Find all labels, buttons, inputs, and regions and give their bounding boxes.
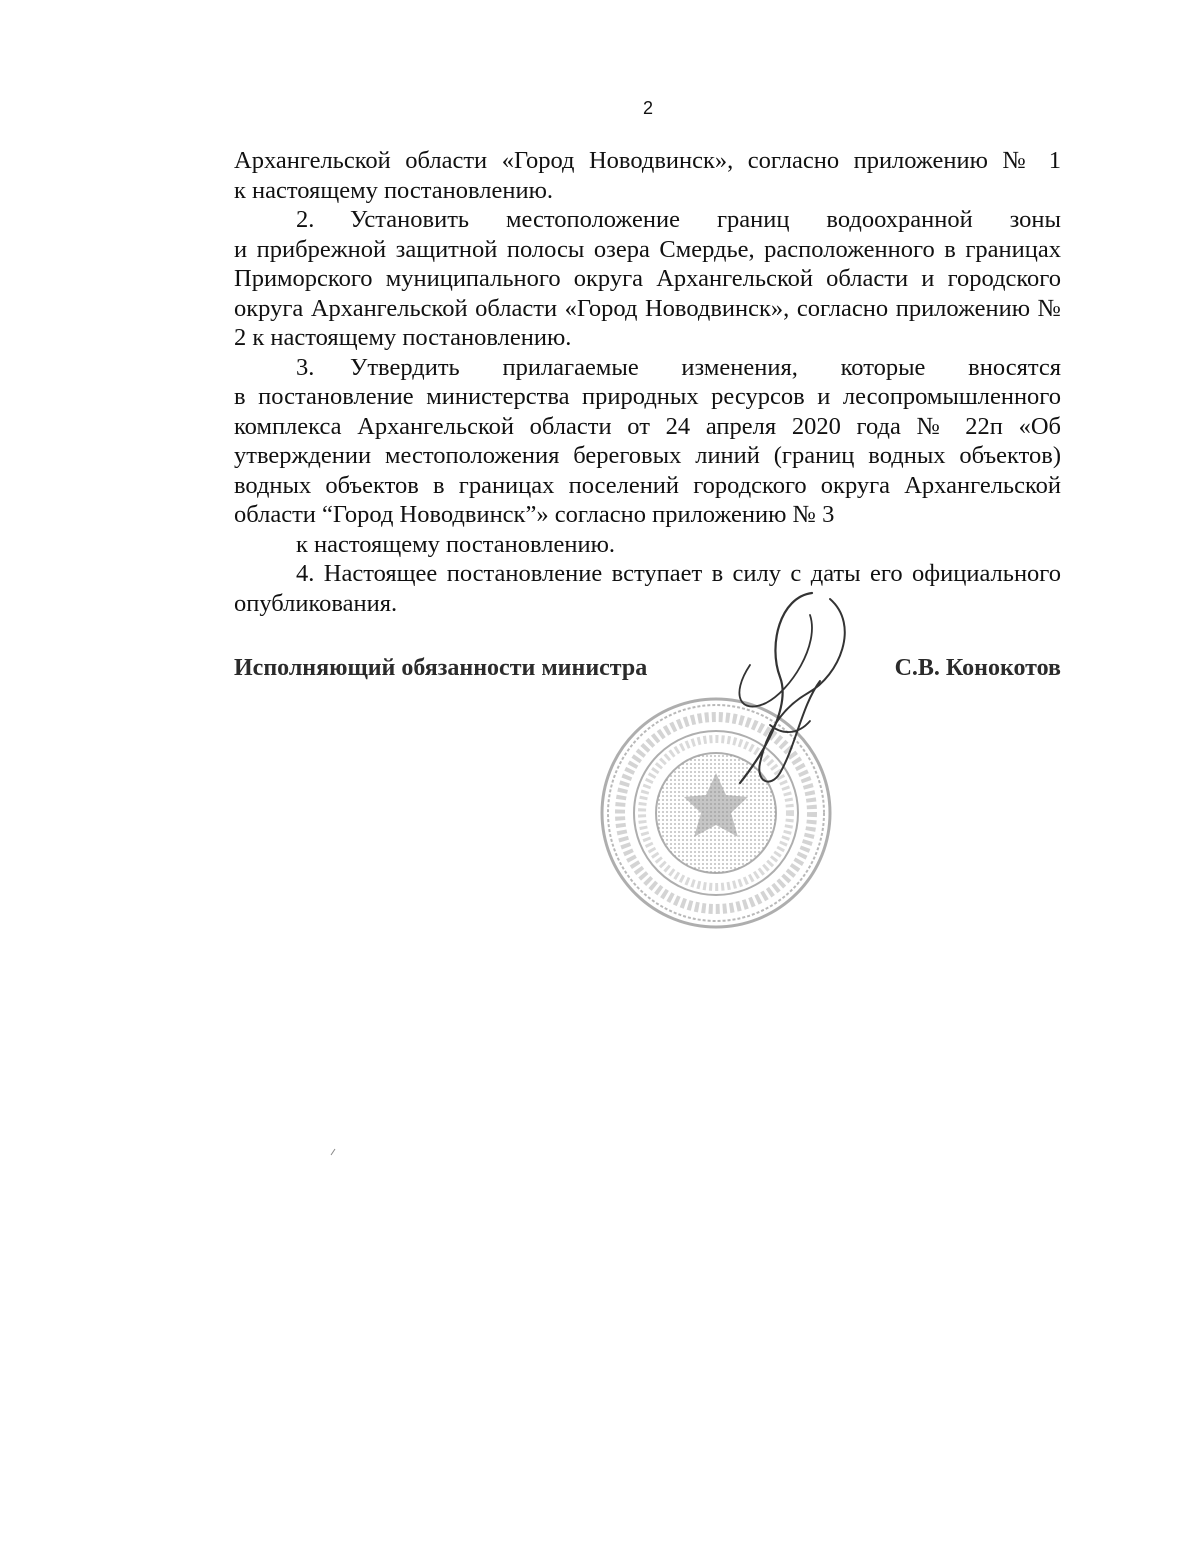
document-body xyxy=(234,146,1061,618)
paragraph-2 xyxy=(234,205,1061,353)
paragraph-3-number: 3. xyxy=(296,353,315,381)
paragraph-continuation-line2: к настоящему постановлению. xyxy=(234,176,554,204)
signatory-title: Исполняющий обязанности министра xyxy=(234,655,648,681)
page-number: 2 xyxy=(642,98,653,118)
handwritten-signature xyxy=(710,585,870,795)
paragraph-2-number: 2. xyxy=(296,206,315,233)
paragraph-3-first-line xyxy=(234,353,1061,383)
paragraph-continuation xyxy=(234,146,1061,205)
scan-artifact-mark xyxy=(330,1148,336,1156)
paragraph-3-last-line: к настоящему постановлению. xyxy=(296,530,616,558)
paragraph-2-text: и прибрежной защитной полосы озера Смердье, расположенного в границах Приморского муниципального округа Архангельской области и городского округа Архангельской области «Город Новодвинск», согласно приложению № 2 к настоящему постановлению. xyxy=(234,235,1061,351)
paragraph-2-first-line-text: Установить местоположение границ водоохранной зоны xyxy=(350,206,1061,233)
paragraph-continuation-line1: Архангельской области «Город Новодвинск», согласно приложению № 1 xyxy=(234,147,1061,174)
signatory-name: С.В. Конокотов xyxy=(894,655,1061,681)
paragraph-3-first-line-text: Утвердить прилагаемые изменения, которые вносятся xyxy=(350,353,1061,381)
paragraph-3 xyxy=(234,353,1061,560)
paragraph-4: 4. Настоящее постановление вступает в силу с даты его официального опубликования. xyxy=(234,560,1061,617)
paragraph-3-text: в постановление министерства природных ресурсов и лесопромышленного комплекса Архангельской области от 24 апреля 2020 года № 22п «Об утверждении местоположения береговых линий (границ водных объектов) водных объектов в границах поселений городского округа Архангельской области “Город Новодвинск”» согласно приложению № 3 xyxy=(234,383,1061,528)
paragraph-2-first-line xyxy=(234,205,1061,235)
